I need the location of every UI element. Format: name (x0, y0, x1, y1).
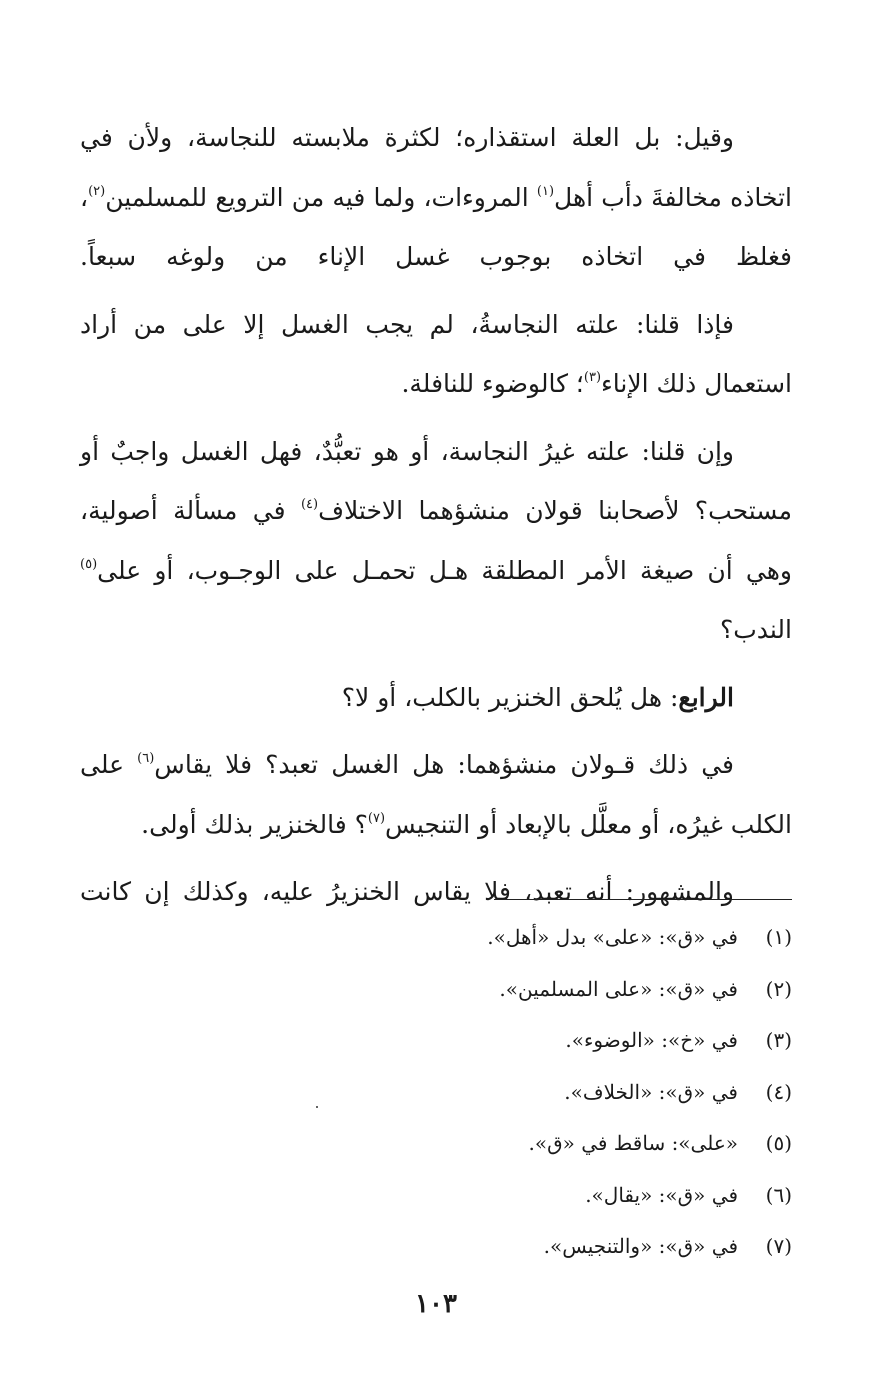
footnote-item (300, 1067, 792, 1119)
footnote-ref-1: (١) (536, 183, 555, 199)
footnote-text: في «ق»: «يقال». (585, 1182, 738, 1207)
paragraph-2 (80, 295, 792, 414)
footnotes-list (300, 912, 792, 1273)
print-speck (316, 1106, 318, 1108)
paragraph-3-text-a: وإن قلنا: علته غيرُ النجاسة، أو هو تعبُّدٌ، فهل الغسل واجبٌ أو مستحب؟ لأصحابنا قولان منشؤهما الاختلاف (80, 436, 793, 525)
paragraph-3-text-b: في مسألة أصولية، وهي أن صيغة الأمر المطلقة هـل تحمـل على الوجـوب، أو على (80, 496, 792, 585)
footnote-number: (٣) (765, 1028, 792, 1052)
paragraph-3-text-c: الندب؟ (719, 615, 792, 644)
paragraph-5-text-a: في ذلك قـولان منشؤهما: هل الغسل تعبد؟ فلا يقاس (154, 750, 734, 779)
footnote-ref-3: (٣) (583, 370, 602, 385)
footnote-item (300, 1118, 792, 1170)
footnote-text: «على»: ساقط في «ق». (528, 1131, 738, 1155)
footnote-item (300, 964, 792, 1016)
paragraph-1-text-c: ، فغلظ في اتخاذه بوجوب غسل الإناء من ولوغه سبعاً. (80, 182, 792, 271)
paragraph-1 (80, 108, 792, 287)
paragraph-4-text: : هل يُلحق الخنزير بالكلب، أو لا؟ (341, 682, 679, 712)
paragraph-5-text-b: على الكلب غيرُه، أو معلَّل بالإبعاد أو التنجيس (80, 750, 792, 839)
footnote-text: في «ق»: «والتنجيس». (543, 1234, 738, 1258)
page-number: ١٠٣ (415, 1289, 457, 1319)
paragraph-2-text-a: فإذا قلنا: علته النجاسةُ، لم يجب الغسل إلا على من أراد استعمال ذلك الإناء (80, 309, 792, 398)
paragraph-1-text-a: وقيل: بل العلة استقذاره؛ لكثرة ملابسته للنجاسة، ولأن في اتخاذه مخالفةَ دأب أهل (80, 123, 792, 212)
footnote-ref-5: (٥) (80, 556, 98, 572)
footnote-item (300, 1170, 792, 1222)
paragraph-2-text-b: ؛ كالوضوء للنافلة. (401, 369, 584, 398)
footnote-ref-2: (٢) (88, 183, 106, 199)
main-text (80, 108, 792, 930)
footnote-number: (٧) (765, 1234, 792, 1258)
footnote-text: في «ق»: «الخلاف». (564, 1079, 738, 1104)
footnote-item (300, 1015, 792, 1067)
footnote-text: في «ق»: «على المسلمين». (499, 976, 738, 1001)
footnote-number: (٢) (765, 976, 792, 1001)
footnote-number: (٥) (765, 1131, 792, 1155)
footnote-text: في «خ»: «الوضوء». (565, 1028, 738, 1052)
footnote-number: (١) (765, 925, 792, 949)
paragraph-5-text-c: ؟ فالخنزير بذلك أولى. (141, 809, 368, 839)
paragraph-3 (80, 422, 792, 660)
section-heading: الرابع (678, 682, 734, 712)
footnote-separator (494, 899, 792, 900)
footnote-ref-4: (٤) (300, 497, 319, 512)
paragraph-6-text: والمشهور: أنه تعبد، فلا يقاس الخنزيرُ عليه، وكذلك إن كانت (80, 877, 734, 906)
paragraph-4 (80, 668, 792, 728)
footnote-ref-7: (٧) (367, 810, 386, 826)
paragraph-5 (80, 735, 792, 854)
footnote-text: في «ق»: «على» بدل «أهل». (487, 925, 738, 949)
footnote-item (300, 912, 792, 964)
footnote-number: (٦) (765, 1182, 792, 1207)
footnote-ref-6: (٦) (137, 751, 155, 766)
footnote-item (300, 1221, 792, 1273)
footnote-number: (٤) (765, 1079, 792, 1104)
paragraph-1-text-b: المروءات، ولما فيه من الترويع للمسلمين (105, 182, 537, 212)
